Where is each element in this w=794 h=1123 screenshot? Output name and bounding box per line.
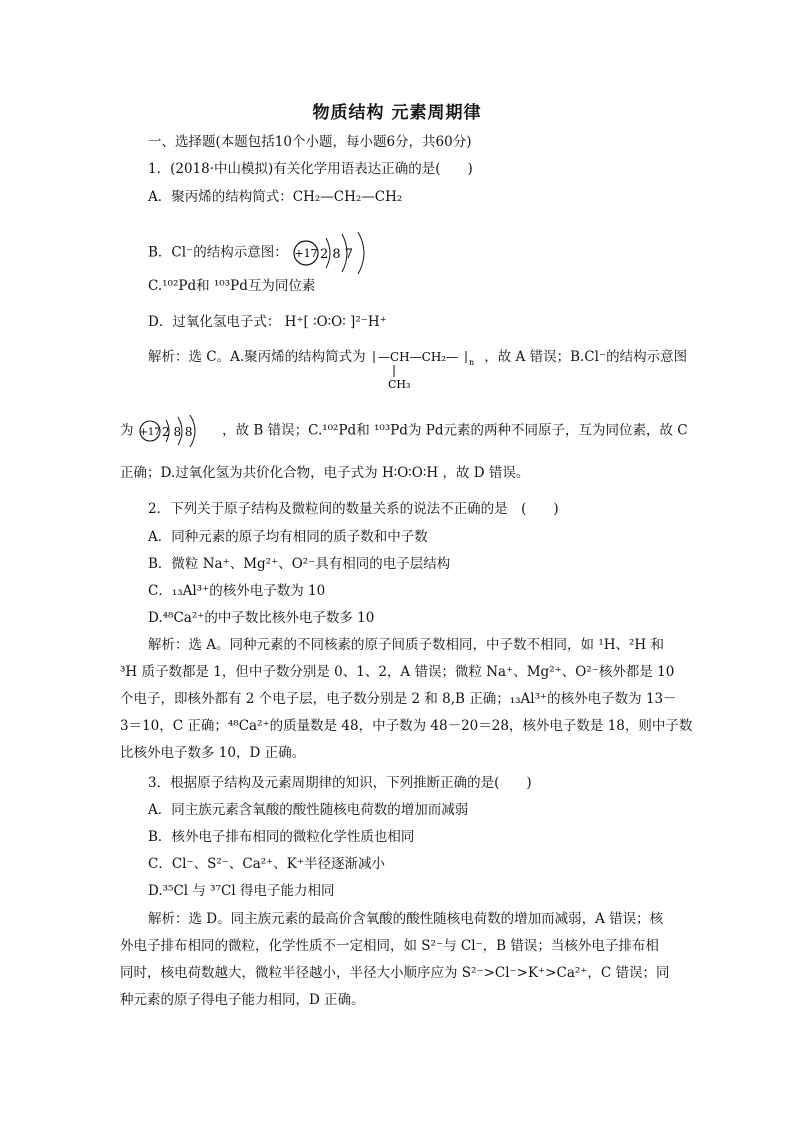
q2-option-c: C．₁₃Al³⁺的核外电子数为 10 bbox=[148, 583, 326, 599]
q2-explanation-line: 解析：选 A。同种元素的不同核素的原子间质子数相同，中子数不相同，如 ¹H、²H 和 bbox=[148, 637, 664, 653]
q1-explanation-line3 bbox=[120, 463, 529, 483]
q2-option-b: B．微粒 Na⁺、Mg²⁺、O²⁻具有相同的电子层结构 bbox=[148, 556, 451, 572]
q1-exp3-text-a: 正确；D.过氧化氢为共价化合物，电子式为 bbox=[120, 465, 378, 481]
q1-exp-text-a: 解析：选 C。A.聚丙烯的结构简式为 bbox=[148, 349, 366, 365]
q1-exp2-text-a: 为 bbox=[120, 422, 134, 439]
nucleus-label: +17 bbox=[294, 247, 318, 260]
atom-structure-diagram bbox=[292, 230, 392, 276]
q3-explanation-line: 外电子排布相同的微粒，化学性质不一定相同，如 S²⁻与 Cl⁻，B 错误；当核外电子排布相 bbox=[120, 938, 659, 954]
section-heading: 一、选择题(本题包括10个小题，每小题6分，共60分) bbox=[148, 134, 472, 150]
q1-explanation-line2 bbox=[120, 414, 688, 448]
q1-option-a: A．聚丙烯的结构简式：CH₂—CH₂—CH₂ bbox=[148, 189, 403, 205]
q3-explanation-line: 同时，核电荷数越大，微粒半径越小，半径大小顺序应为 S²⁻>Cl⁻>K⁺>Ca²⁺，C 错误；同 bbox=[120, 965, 670, 981]
ion-electron-shells: 2 8 8 bbox=[161, 425, 193, 439]
polymer-chain: —CH—CH₂— bbox=[377, 350, 459, 364]
q3-stem: 3．根据原子结构及元素周期律的知识，下列推断正确的是( ) bbox=[148, 775, 532, 791]
q3-option-c: C．Cl⁻、S²⁻、Ca²⁺、K⁺半径逐渐减小 bbox=[148, 856, 386, 872]
peroxide-electron-formula: H⁺[ ∶O∶O∶ ]²⁻H⁺ bbox=[284, 314, 387, 330]
q3-option-d: D.³⁵Cl 与 ³⁷Cl 得电子能力相同 bbox=[148, 883, 335, 899]
q1-stem: 1．(2018·中山模拟)有关化学用语表达正确的是( ) bbox=[148, 161, 473, 177]
q1-option-d-text: D．过氧化氢电子式： bbox=[148, 314, 281, 330]
electron-shells: 2 8 7 bbox=[320, 247, 354, 262]
q2-explanation-line: 3＝10，C 正确；⁴⁸Ca²⁺的质量数是 48，中子数为 48－20＝28，核外电子数是 18，则中子数 bbox=[120, 718, 693, 734]
q1-option-b-text: B．Cl⁻的结构示意图： bbox=[148, 244, 288, 261]
q3-explanation-line: 种元素的原子得电子能力相同，D 正确。 bbox=[120, 992, 365, 1008]
page-title: 物质结构 元素周期律 bbox=[312, 103, 482, 123]
q1-exp-text-b: ，故 A 错误；B.Cl⁻的结构示意图 bbox=[484, 349, 688, 365]
q1-option-b bbox=[148, 230, 392, 276]
h2o2-electron-formula: H∶O∶O∶H bbox=[381, 465, 439, 481]
q2-stem: 2．下列关于原子结构及微粒间的数量关系的说法不正确的是 ( ) bbox=[148, 501, 559, 517]
q1-exp2-text-b: ，故 B 错误；C.¹⁰²Pd和 ¹⁰³Pd为 Pd元素的两种不同原子，互为同位素，故 C bbox=[222, 422, 688, 439]
polymer-n: n bbox=[468, 358, 475, 367]
q3-explanation-line: 解析：选 D。同主族元素的最高价含氧酸的酸性随核电荷数的增加而减弱，A 错误；核 bbox=[148, 911, 664, 927]
q1-exp3-text-b: ，故 D 错误。 bbox=[442, 465, 530, 481]
chloride-ion-diagram bbox=[138, 414, 218, 448]
methyl-group: CH₃ bbox=[387, 378, 411, 391]
q2-option-d: D.⁴⁸Ca²⁺的中子数比核外电子数多 10 bbox=[148, 610, 375, 626]
q2-explanation-line: 比核外电子数多 10，D 正确。 bbox=[120, 745, 306, 761]
polypropylene-structure bbox=[370, 347, 480, 391]
q2-explanation-line: 个电子，即核外都有 2 个电子层，电子数分别是 2 和 8,B 正确；₁₃Al³⁺的核外电子数为 13－ bbox=[120, 691, 677, 707]
q1-explanation-line1 bbox=[148, 347, 687, 391]
q3-option-b: B．核外电子排布相同的微粒化学性质也相同 bbox=[148, 829, 415, 845]
ion-nucleus-label: +17 bbox=[139, 427, 161, 438]
q3-option-a: A．同主族元素含氧酸的酸性随核电荷数的增加而减弱 bbox=[148, 802, 469, 818]
q1-option-c: C.¹⁰²Pd和 ¹⁰³Pd互为同位素 bbox=[148, 278, 316, 294]
q2-option-a: A．同种元素的原子均有相同的质子数和中子数 bbox=[148, 529, 428, 545]
q1-option-d bbox=[148, 312, 387, 332]
q2-explanation-line: ³H 质子数都是 1，但中子数分别是 0、1、2，A 错误；微粒 Na⁺、Mg²⁺、O²⁻核外都是 10 bbox=[120, 664, 675, 680]
